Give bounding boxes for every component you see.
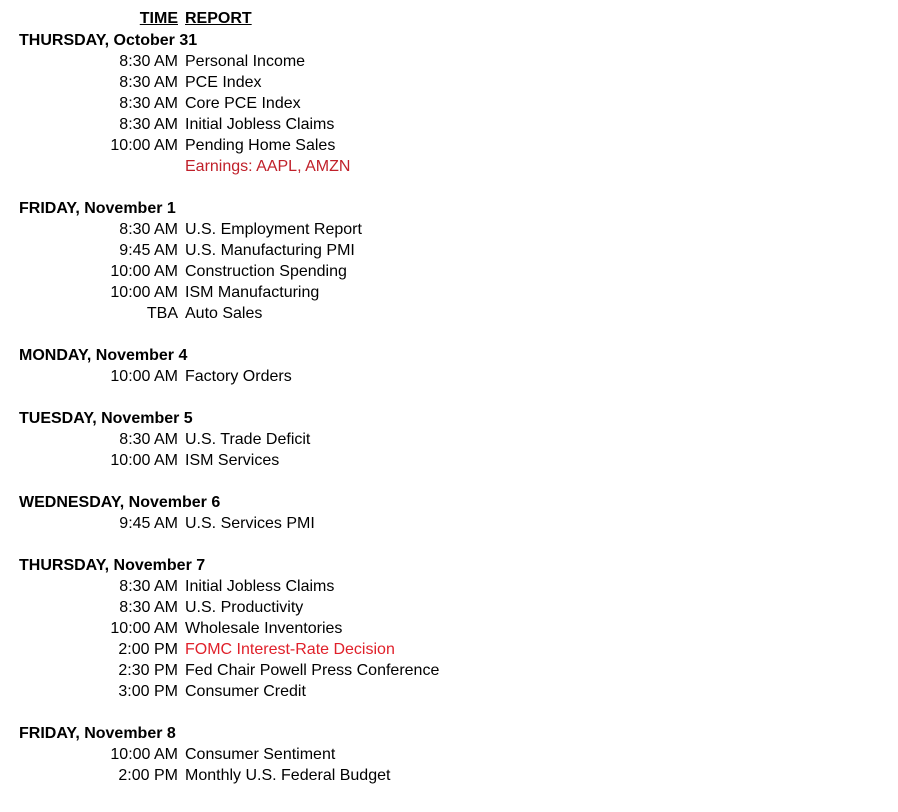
- event-report: Fed Chair Powell Press Conference: [185, 662, 440, 679]
- event-time: 2:30 PM: [118, 662, 178, 679]
- column-gap: [178, 261, 185, 282]
- column-gap: [178, 8, 185, 29]
- column-gap: [178, 744, 185, 765]
- column-gap: [178, 240, 185, 261]
- event-report-highlight: FOMC Interest-Rate Decision: [185, 641, 395, 658]
- event-time: 10:00 AM: [110, 452, 178, 469]
- event-time: 10:00 AM: [110, 368, 178, 385]
- event-report: U.S. Trade Deficit: [185, 431, 311, 448]
- column-gap: [178, 597, 185, 618]
- column-header-row: [0, 8, 898, 29]
- day-heading: FRIDAY, November 1: [19, 200, 176, 217]
- event-time: 8:30 AM: [119, 53, 178, 70]
- event-report: U.S. Manufacturing PMI: [185, 242, 355, 259]
- event-report: Consumer Sentiment: [185, 746, 336, 763]
- event-time: 10:00 AM: [110, 620, 178, 637]
- event-report: PCE Index: [185, 74, 262, 91]
- event-time: 10:00 AM: [110, 746, 178, 763]
- event-row: [0, 93, 898, 114]
- column-gap: [178, 639, 185, 660]
- event-row: [0, 240, 898, 261]
- event-time: 3:00 PM: [118, 683, 178, 700]
- event-row: [0, 366, 898, 387]
- event-time: 8:30 AM: [119, 221, 178, 238]
- event-time: 8:30 AM: [119, 599, 178, 616]
- column-gap: [178, 429, 185, 450]
- event-row: [0, 765, 898, 786]
- event-row: [0, 72, 898, 93]
- event-time: 2:00 PM: [118, 767, 178, 784]
- event-row: [0, 639, 898, 660]
- event-row: [0, 303, 898, 324]
- day-spacer: [0, 534, 898, 555]
- event-report: Monthly U.S. Federal Budget: [185, 767, 391, 784]
- event-report: Initial Jobless Claims: [185, 578, 335, 595]
- event-row: [0, 744, 898, 765]
- event-row: [0, 513, 898, 534]
- event-report: Initial Jobless Claims: [185, 116, 335, 133]
- report-header-label: REPORT: [185, 10, 252, 27]
- day-spacer: [0, 387, 898, 408]
- day-spacer: [0, 177, 898, 198]
- day-block: [0, 492, 898, 534]
- column-gap: [178, 303, 185, 324]
- event-time: 9:45 AM: [119, 242, 178, 259]
- day-heading: FRIDAY, November 8: [19, 725, 176, 742]
- column-gap: [178, 513, 185, 534]
- report-column-header: [185, 8, 252, 29]
- event-report: Pending Home Sales: [185, 137, 336, 154]
- event-row: [0, 576, 898, 597]
- column-gap: [178, 93, 185, 114]
- day-heading: MONDAY, November 4: [19, 347, 188, 364]
- day-block: [0, 345, 898, 387]
- time-column-header: [0, 8, 178, 29]
- event-row: [0, 51, 898, 72]
- time-header-label: TIME: [139, 10, 178, 27]
- event-report: ISM Services: [185, 452, 280, 469]
- event-row: [0, 114, 898, 135]
- column-gap: [178, 576, 185, 597]
- event-row: [0, 429, 898, 450]
- day-block: [0, 30, 898, 177]
- column-gap: [178, 135, 185, 156]
- event-row: [0, 219, 898, 240]
- event-row: [0, 261, 898, 282]
- event-report: ISM Manufacturing: [185, 284, 320, 301]
- day-heading: THURSDAY, November 7: [19, 557, 206, 574]
- day-spacer: [0, 324, 898, 345]
- event-row: [0, 660, 898, 681]
- event-time: 8:30 AM: [119, 95, 178, 112]
- event-row: [0, 681, 898, 702]
- day-block: [0, 555, 898, 702]
- column-gap: [178, 660, 185, 681]
- event-time: 8:30 AM: [119, 578, 178, 595]
- day-block: [0, 723, 898, 786]
- event-time: 8:30 AM: [119, 116, 178, 133]
- event-time: 8:30 AM: [119, 74, 178, 91]
- day-heading: TUESDAY, November 5: [19, 410, 193, 427]
- column-gap: [178, 765, 185, 786]
- event-time: 9:45 AM: [119, 515, 178, 532]
- event-time: 10:00 AM: [110, 263, 178, 280]
- day-heading: THURSDAY, October 31: [19, 32, 198, 49]
- event-report: Auto Sales: [185, 305, 263, 322]
- event-row: [0, 156, 898, 177]
- event-report: Consumer Credit: [185, 683, 306, 700]
- event-row: [0, 135, 898, 156]
- day-spacer: [0, 471, 898, 492]
- day-block: [0, 198, 898, 324]
- event-time: 8:30 AM: [119, 431, 178, 448]
- economic-calendar: [0, 8, 898, 786]
- event-report: Factory Orders: [185, 368, 292, 385]
- event-time: TBA: [146, 305, 178, 322]
- column-gap: [178, 51, 185, 72]
- event-time: 10:00 AM: [110, 284, 178, 301]
- event-time: [0, 156, 178, 177]
- column-gap: [178, 282, 185, 303]
- column-gap: [178, 450, 185, 471]
- event-row: [0, 282, 898, 303]
- day-heading: WEDNESDAY, November 6: [19, 494, 221, 511]
- event-report: U.S. Productivity: [185, 599, 304, 616]
- event-row: [0, 597, 898, 618]
- day-spacer: [0, 702, 898, 723]
- earnings-note: Earnings: AAPL, AMZN: [185, 158, 351, 175]
- day-list: [0, 30, 898, 786]
- column-gap: [178, 72, 185, 93]
- event-row: [0, 618, 898, 639]
- column-gap: [178, 114, 185, 135]
- event-report: U.S. Services PMI: [185, 515, 315, 532]
- event-report: U.S. Employment Report: [185, 221, 362, 238]
- column-gap: [178, 156, 185, 177]
- column-gap: [178, 681, 185, 702]
- column-gap: [178, 219, 185, 240]
- event-report: Core PCE Index: [185, 95, 301, 112]
- event-time: 2:00 PM: [118, 641, 178, 658]
- event-report: Wholesale Inventories: [185, 620, 343, 637]
- event-time: 10:00 AM: [110, 137, 178, 154]
- day-block: [0, 408, 898, 471]
- column-gap: [178, 618, 185, 639]
- event-row: [0, 450, 898, 471]
- column-gap: [178, 366, 185, 387]
- event-report: Personal Income: [185, 53, 306, 70]
- event-report: Construction Spending: [185, 263, 347, 280]
